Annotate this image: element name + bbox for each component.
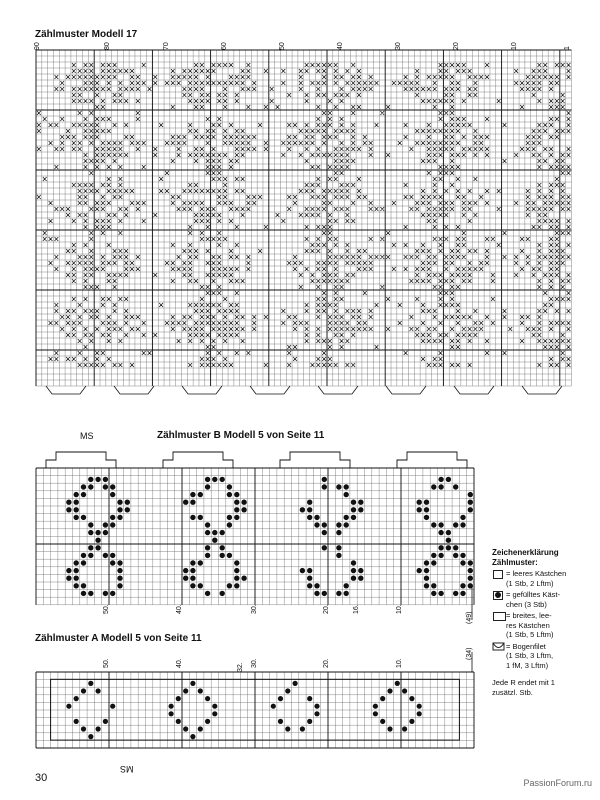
chart-b-dot — [81, 484, 86, 489]
chart-b-dot — [110, 492, 115, 497]
chart-b-dot — [424, 515, 429, 520]
chart-b-dot — [110, 484, 115, 489]
model17-grid — [36, 50, 571, 386]
model17-title: Zählmuster Modell 17 — [35, 29, 138, 40]
top-col-number: 1 — [564, 46, 571, 50]
chart-b-dot — [81, 591, 86, 596]
chart-a-dot — [314, 711, 319, 716]
chart-b-dot — [314, 515, 319, 520]
chart-a-dot — [402, 726, 407, 731]
chart-b-dot — [358, 576, 363, 581]
chart-b-dot — [468, 500, 473, 505]
chart-b-dot — [322, 522, 327, 527]
chart-b-dot — [103, 530, 108, 535]
chart-b-dot — [103, 553, 108, 558]
chart-b-dot — [460, 515, 465, 520]
chart-a-title: Zählmuster A Modell 5 von Seite 11 — [35, 633, 202, 644]
chart-b-dot — [227, 484, 232, 489]
chart-b-dot — [453, 591, 458, 596]
chart-b-dot — [351, 507, 356, 512]
chart-a-dot — [417, 704, 422, 709]
legend — [492, 548, 598, 697]
chart-a-dot — [66, 704, 71, 709]
chart-b-dot — [468, 560, 473, 565]
chart-b-dot — [241, 507, 246, 512]
chart-b-dot — [220, 591, 225, 596]
top-col-number: 40 — [337, 42, 344, 50]
chart-b-dot — [336, 484, 341, 489]
chart-b-dot — [438, 484, 443, 489]
chart-b-dot — [190, 515, 195, 520]
chart-b-dot — [431, 560, 436, 565]
chart-b-dot — [103, 477, 108, 482]
chart-b-dot — [190, 583, 195, 588]
chart-b-dot — [88, 553, 93, 558]
a-col-number: 20. — [323, 658, 330, 668]
a-col-number: 40. — [176, 658, 183, 668]
chart-b-dot — [81, 583, 86, 588]
chart-b-dot — [453, 484, 458, 489]
top-col-number: 80 — [104, 42, 111, 50]
chart-b-dot — [117, 583, 122, 588]
ms-label-b: MS — [80, 431, 94, 441]
empty-box-icon — [492, 569, 506, 579]
chart-b-dot — [74, 583, 79, 588]
chart-a-dot — [169, 711, 174, 716]
chart-b-dot — [351, 568, 356, 573]
chart-b-dot — [234, 576, 239, 581]
chart-b-dot — [125, 507, 130, 512]
chart-b-dot — [446, 477, 451, 482]
chart-b-dot — [190, 492, 195, 497]
chart-b-dot — [110, 522, 115, 527]
chart-a-dot — [395, 681, 400, 686]
chart-a-dot — [373, 711, 378, 716]
chart-b-dot — [117, 576, 122, 581]
chart-b-scallop-tabs — [46, 452, 467, 468]
chart-b-dot — [314, 591, 319, 596]
chart-b-dot — [344, 492, 349, 497]
chart-b-dot — [212, 538, 217, 543]
chart-a-dot — [205, 719, 210, 724]
chart-a-dot — [96, 688, 101, 693]
top-col-number: 60 — [221, 42, 228, 50]
chart-b-dot — [183, 500, 188, 505]
chart-b-dot — [460, 583, 465, 588]
top-col-number: 70 — [163, 42, 170, 50]
chart-b-dot — [81, 492, 86, 497]
chart-b-dot — [103, 591, 108, 596]
chart-b-dot — [190, 568, 195, 573]
chart-b-dot — [424, 500, 429, 505]
chart-b-dot — [344, 591, 349, 596]
chart-b-dot — [95, 538, 100, 543]
chart-b-dot — [438, 553, 443, 558]
chart-a-dot — [387, 726, 392, 731]
chart-b-dot — [431, 522, 436, 527]
chart-b-dot — [227, 492, 232, 497]
chart-b-dot — [307, 507, 312, 512]
chart-b-dot — [234, 507, 239, 512]
chart-b-dot — [81, 515, 86, 520]
chart-b-dot — [336, 591, 341, 596]
chart-b-dot — [424, 583, 429, 588]
chart-a-dot — [74, 696, 79, 701]
chart-a-dot — [409, 719, 414, 724]
chart-b-dot — [241, 500, 246, 505]
wide-box-icon — [492, 611, 506, 621]
chart-b-dot — [322, 484, 327, 489]
chart-b-dot — [431, 583, 436, 588]
chart-b-dot — [460, 553, 465, 558]
chart-b-dot — [220, 545, 225, 550]
ms-label-a: MS — [120, 764, 134, 774]
chart-b-dot — [183, 576, 188, 581]
chart-b-dot — [117, 568, 122, 573]
chart-b-dot — [117, 515, 122, 520]
chart-b-dot — [110, 553, 115, 558]
chart-a-dot — [285, 726, 290, 731]
a-row-count: (34) — [466, 647, 473, 660]
chart-b-dot — [468, 568, 473, 573]
chart-b-dot — [234, 492, 239, 497]
chart-b-dot — [322, 545, 327, 550]
chart-b-dot — [351, 576, 356, 581]
chart-a-dot — [271, 704, 276, 709]
chart-b-dot — [417, 568, 422, 573]
chart-b-dot — [241, 576, 246, 581]
chart-b-dot — [74, 507, 79, 512]
legend-note: Jede R endet mit 1 zusätzl. Stb. — [492, 678, 555, 697]
chart-b-dot — [314, 583, 319, 588]
chart-b-dot — [453, 545, 458, 550]
b-col-number: 10. — [396, 604, 403, 614]
chart-b-dot — [344, 484, 349, 489]
chart-a-dot — [380, 696, 385, 701]
chart-b-dot — [460, 522, 465, 527]
chart-a-dot — [278, 719, 283, 724]
chart-b-dot — [307, 576, 312, 581]
chart-b-dot — [438, 477, 443, 482]
chart-a-dot — [205, 696, 210, 701]
chart-b-title: Zählmuster B Modell 5 von Seite 11 — [157, 430, 325, 441]
chart-b-dot — [88, 477, 93, 482]
b-col-number: 50. — [103, 604, 110, 614]
chart-b-dot — [234, 560, 239, 565]
chart-b-dot — [110, 560, 115, 565]
chart-a-dot — [190, 681, 195, 686]
chart-b-dot — [322, 591, 327, 596]
top-col-number: 30 — [395, 42, 402, 50]
chart-a-dot — [402, 688, 407, 693]
b-col-number: 16. — [353, 604, 360, 614]
chart-b-dot — [460, 560, 465, 565]
chart-b-dot — [431, 484, 436, 489]
chart-b-dot — [88, 484, 93, 489]
a-col-number: 10. — [396, 658, 403, 668]
chart-b-dot — [431, 553, 436, 558]
chart-b-dot — [74, 515, 79, 520]
chart-b-dot — [205, 553, 210, 558]
page-number: 30 — [35, 772, 48, 784]
chart-b-dot — [424, 560, 429, 565]
chart-b-dot — [205, 545, 210, 550]
top-col-number: 20 — [453, 42, 460, 50]
chart-b-dot — [212, 477, 217, 482]
chart-b-dot — [227, 583, 232, 588]
chart-b-dot — [446, 538, 451, 543]
legend-item-text: = gefülltes Käst- chen (3 Stb) — [506, 590, 560, 609]
chart-b-dot — [110, 515, 115, 520]
a-col-number: 30. — [251, 658, 258, 668]
chart-a-dot — [103, 719, 108, 724]
chart-b-dot — [198, 560, 203, 565]
chart-a-dot — [293, 681, 298, 686]
b-row-count: (49) — [466, 611, 473, 624]
chart-b-dot — [460, 591, 465, 596]
chart-b-dot — [74, 576, 79, 581]
chart-b-dot — [322, 477, 327, 482]
chart-b-dot — [220, 530, 225, 535]
chart-b-dot — [468, 492, 473, 497]
chart-b-dot — [351, 560, 356, 565]
legend-item — [492, 569, 598, 588]
chart-b-dot — [227, 553, 232, 558]
a-col-number: 32. — [237, 662, 244, 672]
chart-b-dot — [205, 530, 210, 535]
chart-b-dot — [95, 477, 100, 482]
chart-b-dot — [198, 515, 203, 520]
legend-item — [492, 642, 598, 671]
chart-b-dot — [66, 576, 71, 581]
chart-b-dot — [66, 500, 71, 505]
chart-b-dot — [300, 568, 305, 573]
chart-b-dot — [74, 500, 79, 505]
chart-b-dot — [468, 507, 473, 512]
legend-item-text: = Bogenfilet (1 Stb, 3 Lftm, 1 fM, 3 Lftm) — [506, 641, 554, 670]
chart-b-dot — [307, 500, 312, 505]
chart-b-dot — [74, 492, 79, 497]
chart-a-dot — [212, 704, 217, 709]
chart-b-dot — [307, 515, 312, 520]
chart-a-dot — [417, 711, 422, 716]
chart-a-dot — [81, 726, 86, 731]
chart-b-dot — [205, 484, 210, 489]
chart-b-dot — [358, 507, 363, 512]
chart-b-dot — [190, 576, 195, 581]
chart-b-dot — [307, 568, 312, 573]
chart-b-dot — [117, 507, 122, 512]
chart-b-dot — [358, 568, 363, 573]
chart-b-dot — [117, 500, 122, 505]
chart-b-dot — [351, 500, 356, 505]
chart-b-dot — [307, 583, 312, 588]
chart-b-dot — [125, 500, 130, 505]
legend-heading: Zeichenerklärung Zählmuster: — [492, 548, 559, 567]
legend-item — [492, 590, 598, 609]
chart-b-dot — [190, 500, 195, 505]
chart-b-dot — [205, 477, 210, 482]
chart-a-dot — [198, 726, 203, 731]
chart-a-dot — [212, 711, 217, 716]
chart-a-dot — [88, 681, 93, 686]
chart-a-dot — [285, 688, 290, 693]
chart-b-dot — [438, 545, 443, 550]
chart-b-dot — [212, 530, 217, 535]
chart-b-dot — [336, 545, 341, 550]
legend-item-text: = leeres Kästchen (1 Stb, 2 Lftm) — [506, 569, 567, 588]
chart-b-dot — [453, 522, 458, 527]
chart-b-dot — [438, 522, 443, 527]
chart-b-dot — [227, 522, 232, 527]
chart-b-dot — [446, 545, 451, 550]
chart-b-dot — [88, 530, 93, 535]
chart-a-dot — [110, 704, 115, 709]
chart-a-dot — [409, 696, 414, 701]
chart-a-dot — [387, 688, 392, 693]
chart-b-dot — [74, 560, 79, 565]
chart-b-dot — [358, 500, 363, 505]
chart-b-dot — [95, 545, 100, 550]
top-col-number: 90 — [34, 42, 41, 50]
chart-b-dot — [344, 522, 349, 527]
b-col-number: 30. — [251, 604, 258, 614]
chart-b-dot — [417, 507, 422, 512]
chart-b-dot — [438, 591, 443, 596]
chart-b-dot — [344, 583, 349, 588]
chart-a-dot — [278, 696, 283, 701]
chart-b-dot — [220, 553, 225, 558]
chart-b-dot — [322, 530, 327, 535]
chart-b-dot — [446, 530, 451, 535]
chart-b-dot — [205, 522, 210, 527]
chart-b-dot — [66, 507, 71, 512]
chart-b-dot — [220, 477, 225, 482]
filled-box-icon — [492, 590, 506, 600]
chart-a-dot — [307, 696, 312, 701]
chart-b-dot — [314, 522, 319, 527]
chart-b-dot — [234, 583, 239, 588]
chart-b-dot — [424, 576, 429, 581]
chart-a-dot — [176, 696, 181, 701]
top-col-number: 50 — [279, 42, 286, 50]
chart-b-dot — [66, 568, 71, 573]
model17-scallop-edge — [46, 386, 562, 394]
top-col-number: 10 — [511, 42, 518, 50]
chart-b-dot — [88, 522, 93, 527]
chart-b-dot — [234, 500, 239, 505]
chart-b-dot — [81, 553, 86, 558]
legend-item-text: = breites, lee- res Kästchen (1 Stb, 5 Lftm) — [506, 611, 554, 639]
a-col-number: 50. — [103, 658, 110, 668]
chart-b-dot — [453, 553, 458, 558]
chart-a-dot — [380, 719, 385, 724]
chart-b-dot — [351, 515, 356, 520]
chart-b-dot — [110, 591, 115, 596]
chart-a-dot — [81, 688, 86, 693]
chart-b-dot — [431, 591, 436, 596]
chart-b-dot — [336, 522, 341, 527]
chart-b-dot — [417, 500, 422, 505]
chart-b-dot — [234, 515, 239, 520]
chart-b-dot — [227, 515, 232, 520]
chart-b-dot — [95, 530, 100, 535]
chart-b-dot — [198, 492, 203, 497]
chart-a-dot — [176, 719, 181, 724]
chart-b-dot — [81, 560, 86, 565]
chart-b-dot — [198, 583, 203, 588]
chart-b-dot — [74, 568, 79, 573]
chart-b-dot — [424, 568, 429, 573]
chart-a-dot — [96, 726, 101, 731]
arc-filet-icon — [492, 642, 506, 652]
chart-b-dot — [183, 568, 188, 573]
chart-a-dot — [198, 688, 203, 693]
chart-b-dot — [205, 591, 210, 596]
chart-a-dot — [74, 719, 79, 724]
b-col-number: 40. — [176, 604, 183, 614]
chart-a-dot — [373, 704, 378, 709]
chart-b-dot — [190, 560, 195, 565]
chart-b-dot — [468, 576, 473, 581]
chart-b-dot — [103, 484, 108, 489]
chart-b-dot — [88, 545, 93, 550]
chart-b-dot — [117, 560, 122, 565]
chart-a-dot — [190, 734, 195, 739]
legend-item — [492, 611, 598, 640]
chart-b-dot — [336, 530, 341, 535]
chart-a-dot — [183, 726, 188, 731]
chart-b-dot — [234, 568, 239, 573]
chart-b-dot — [344, 515, 349, 520]
watermark: PassionForum.ru — [523, 778, 592, 788]
chart-b-dot — [88, 591, 93, 596]
chart-b-dot — [103, 522, 108, 527]
chart-a-dot — [314, 704, 319, 709]
chart-b-dot — [438, 530, 443, 535]
chart-a-dot — [307, 719, 312, 724]
chart-a-dot — [183, 688, 188, 693]
chart-a-dot — [300, 726, 305, 731]
chart-b-dot — [336, 553, 341, 558]
chart-a-dot — [169, 704, 174, 709]
chart-b-dot — [300, 507, 305, 512]
chart-a-dot — [88, 734, 93, 739]
b-col-number: 20. — [323, 604, 330, 614]
chart-b-dot — [424, 507, 429, 512]
